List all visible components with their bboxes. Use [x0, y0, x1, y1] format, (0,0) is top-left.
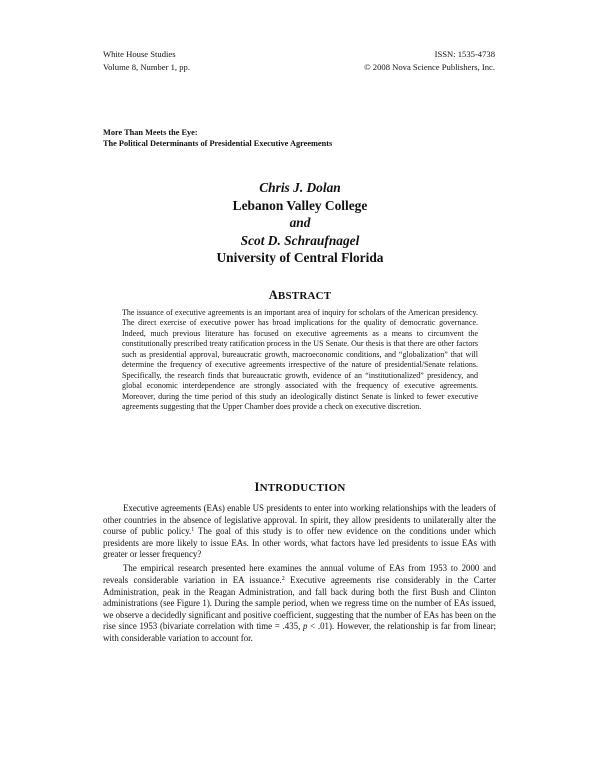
author-name-1: Chris J. Dolan	[259, 180, 341, 195]
author-name-2: Scot D. Schraufnagel	[240, 232, 360, 248]
author-affiliation-1: Lebanon Valley College	[232, 197, 368, 213]
abstract-heading-initial: A	[268, 288, 278, 302]
intro-paragraph-1: Executive agreements (EAs) enable US presidents to enter into working relationships with the leaders of other countries in the absence of legislative approval. In spirit, they allow presidents to unilaterally alter the course of public policy.$^1$ The goal of this study is to offer new evidence on the conditions under which presidents are more likely to issue EAs. In other words, what factors have led presidents to issue EAs with greater or lesser frequency?	[103, 503, 496, 560]
introduction-body	[103, 503, 496, 647]
title-line-2: The Political Determinants of Presidential Executive Agreements	[103, 139, 333, 148]
running-header-line1	[103, 49, 495, 60]
introduction-heading-initial: I	[254, 480, 260, 494]
title-line-1: More Than Meets the Eye:	[103, 128, 198, 137]
abstract-text: The issuance of executive agreements is an important area of inquiry for scholars of the American presidency. The direct exercise of executive power has broad implications for the quality of democratic governance. Indeed, much previous literature has focused on executive agreements as a means to circumvent the constitutionally prescribed treaty ratification process in the US Senate. Our thesis is that there are other factors such as presidential approval, bureaucratic growth, macroeconomic conditions, and “globalization” that will determine the frequency of executive agreements irrespective of the nature of presidential/Senate relations. Specifically, the research finds that bureaucratic growth, evidence of an “institutionalized” presidency, and global economic interdependence are strongly associated with the frequency of executive agreements. Moreover, during the time period of this study an ideologically distinct Senate is linked to fewer executive agreements suggesting that the Upper Chamber does provide a check on executive discretion.	[122, 308, 478, 412]
author-block	[100, 179, 500, 267]
author-conjunction: and	[289, 215, 311, 231]
journal-name: White House Studies	[103, 49, 176, 59]
article-title	[103, 127, 503, 149]
footnote-marker-2: 2	[281, 576, 285, 583]
running-header-line2	[103, 62, 495, 73]
introduction-heading	[100, 480, 500, 495]
abstract-body	[122, 308, 478, 413]
p-value-symbol: p	[303, 621, 308, 632]
abstract-heading-rest: BSTRACT	[277, 290, 332, 302]
issn: ISSN: 1535-4738	[434, 49, 495, 59]
introduction-heading-rest: NTRODUCTION	[259, 482, 346, 494]
intro-paragraph-2: The empirical research presented here examines the annual volume of EAs from 1953 to 2000 and reveals considerable variation in EA issuance.$^2$ Executive agreements rise considerably in the Carter Administration, peak in the Reagan Administration, and fall back during both the first Bush and Clinton administrations (see Figure 1). During the sample period, when we regress time on the number of EAs issued, we observe a decidedly significant and positive coefficient, suggesting that the number of EAs has been on the rise since 1953 (bivariate correlation with time = .435, p < .01). However, the relationship is far from linear; with considerable variation to account for.	[103, 563, 496, 644]
abstract-heading	[100, 288, 500, 303]
author-affiliation-2: University of Central Florida	[216, 250, 384, 266]
volume-info: Volume 8, Number 1, pp.	[103, 62, 190, 72]
footnote-marker-1: 1	[191, 527, 195, 534]
copyright: © 2008 Nova Science Publishers, Inc.	[364, 62, 495, 72]
